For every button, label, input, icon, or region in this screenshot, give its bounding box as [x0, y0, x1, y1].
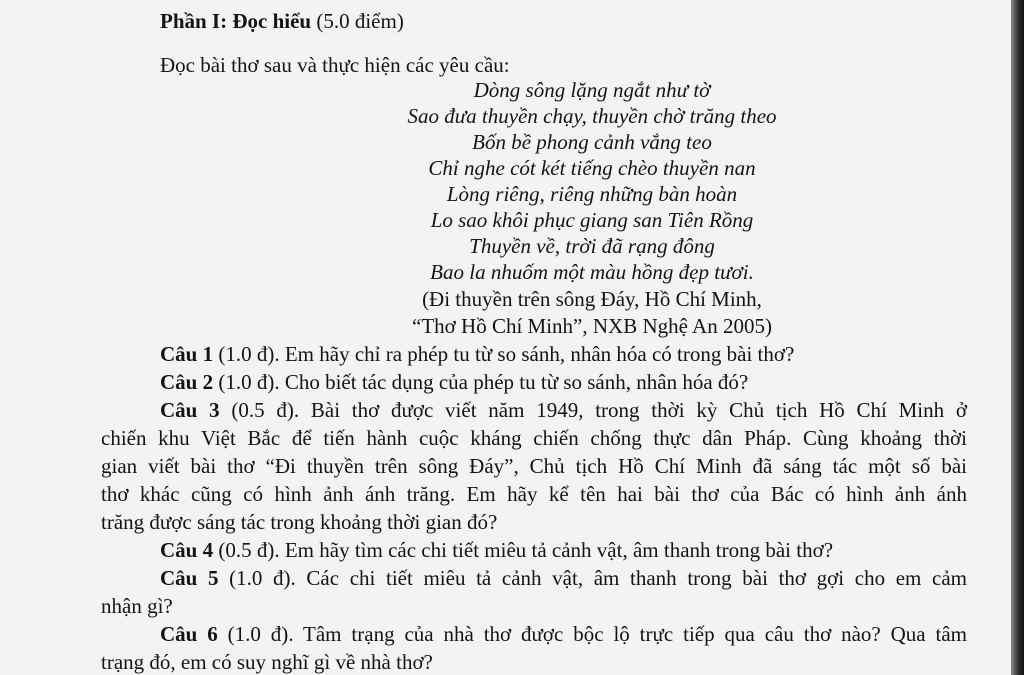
reading-instruction: Đọc bài thơ sau và thực hiện các yêu cầu: — [160, 53, 510, 77]
poem-line-7: Thuyền về, trời đã rạng đông — [469, 234, 715, 258]
question-4-label: Câu 4 — [160, 538, 214, 562]
question-1-text: (1.0 đ). Em hãy chỉ ra phép tu từ so sánh, nhân hóa có trong bài thơ? — [213, 342, 795, 366]
poem-line-1: Dòng sông lặng ngắt như tờ — [473, 78, 711, 102]
section-title-bold: Phần I: Đọc hiểu — [160, 9, 312, 33]
poem-source-line-2: “Thơ Hồ Chí Minh”, NXB Nghệ An 2005) — [412, 314, 772, 338]
question-5-text-1: (1.0 đ). Các chi tiết miêu tả cảnh vật, âm thanh trong bài thơ gợi cho em cảm — [218, 566, 967, 590]
question-3-line-4: thơ khác cũng có hình ảnh ánh trăng. Em hãy kể tên hai bài thơ của Bác có hình ảnh ánh — [101, 482, 967, 506]
poem-line-8: Bao la nhuốm một màu hồng đẹp tươi. — [430, 260, 754, 284]
question-5-line-1 — [160, 565, 967, 591]
question-2-text: (1.0 đ). Cho biết tác dụng của phép tu từ so sánh, nhân hóa đó? — [213, 370, 749, 394]
poem-line-2: Sao đưa thuyền chạy, thuyền chờ trăng theo — [407, 104, 777, 128]
question-3-line-2: chiến khu Việt Bắc để tiến hành cuộc kháng chiến chống thực dân Pháp. Cùng khoảng thời — [101, 426, 967, 450]
page-edge-shadow — [1011, 0, 1024, 675]
question-3-label: Câu 3 — [160, 398, 220, 422]
question-3-text-1: (0.5 đ). Bài thơ được viết năm 1949, trong thời kỳ Chủ tịch Hồ Chí Minh ở — [219, 398, 967, 422]
poem-line-6: Lo sao khôi phục giang san Tiên Rồng — [430, 208, 754, 232]
question-3-line-3: gian viết bài thơ “Đi thuyền trên sông Đáy”, Chủ tịch Hồ Chí Minh đã sáng tác một số bài — [101, 454, 967, 478]
question-1 — [160, 341, 794, 367]
question-6-text-1: (1.0 đ). Tâm trạng của nhà thơ được bộc lộ trực tiếp qua câu thơ nào? Qua tâm — [217, 622, 967, 646]
section-title-points: (5.0 điểm) — [311, 9, 404, 33]
poem-line-3: Bốn bề phong cảnh vắng teo — [472, 130, 712, 154]
question-6-line-2: trạng đó, em có suy nghĩ gì về nhà thơ? — [101, 650, 433, 674]
question-6-label: Câu 6 — [160, 622, 218, 646]
section-title — [160, 8, 404, 34]
question-2 — [160, 369, 748, 395]
question-4 — [160, 537, 833, 563]
poem-source-line-1: (Đi thuyền trên sông Đáy, Hồ Chí Minh, — [422, 287, 762, 311]
question-3-line-1 — [160, 397, 967, 423]
poem-line-4: Chỉ nghe cót két tiếng chèo thuyền nan — [428, 156, 756, 180]
question-4-text: (0.5 đ). Em hãy tìm các chi tiết miêu tả cảnh vật, âm thanh trong bài thơ? — [213, 538, 834, 562]
question-5-label: Câu 5 — [160, 566, 219, 590]
question-1-label: Câu 1 — [160, 342, 214, 366]
question-2-label: Câu 2 — [160, 370, 214, 394]
poem-line-5: Lòng riêng, riêng những bàn hoàn — [446, 182, 738, 206]
question-3-line-5: trăng được sáng tác trong khoảng thời gian đó? — [101, 510, 498, 534]
question-5-line-2: nhận gì? — [101, 594, 173, 618]
question-6-line-1 — [160, 621, 967, 647]
